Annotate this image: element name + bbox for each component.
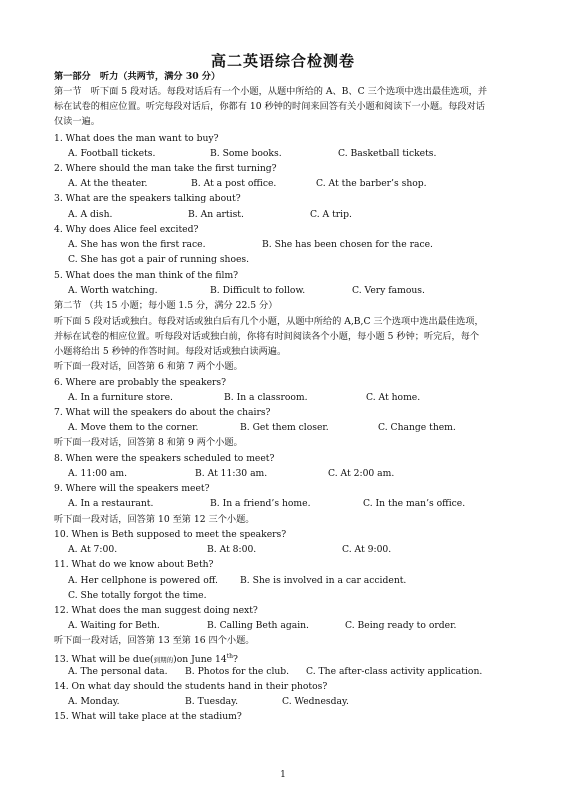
option-2a: A. At the theater. — [68, 178, 148, 189]
option-1b: B. Some books. — [210, 148, 282, 159]
option-2b: B. At a post office. — [191, 178, 277, 189]
option-10c: C. At 9:00. — [342, 544, 392, 555]
option-11a: A. Her cellphone is powered off. — [68, 575, 218, 586]
question-11: 11. What do we know about Beth? — [54, 559, 214, 570]
option-4b: B. She has been chosen for the race. — [262, 239, 433, 250]
section1-instructions-line: 标在试卷的相应位置。听完每段对话后，你都有 10 秒钟的时间来回答有关小题和阅读下一小题。每段对话 — [54, 101, 485, 112]
question-8: 8. When were the speakers scheduled to meet? — [54, 453, 275, 464]
option-7a: A. Move them to the corner. — [68, 422, 199, 433]
option-4c: C. She has got a pair of running shoes. — [68, 254, 250, 265]
option-3b: B. An artist. — [188, 209, 244, 220]
section2-instructions-line: 并标在试卷的相应位置。听每段对话或独白前，你将有时间阅读各个小题，每小题 5 秒钟；听完后，每个 — [54, 331, 480, 342]
option-5c: C. Very famous. — [352, 285, 425, 296]
question-5: 5. What does the man think of the film? — [54, 270, 239, 281]
option-7b: B. Get them closer. — [240, 422, 329, 433]
option-9a: A. In a restaurant. — [68, 498, 154, 509]
question-13 — [54, 651, 238, 666]
group-intro: 听下面一段对话，回答第 13 至第 16 四个小题。 — [54, 635, 255, 646]
option-2c: C. At the barber’s shop. — [316, 178, 427, 189]
question-12: 12. What does the man suggest doing next? — [54, 605, 258, 616]
option-13c: C. The after-class activity application. — [306, 666, 483, 677]
question-14: 14. On what day should the students hand in their photos? — [54, 681, 328, 692]
option-12a: A. Waiting for Beth. — [68, 620, 160, 631]
option-7c: C. Change them. — [378, 422, 456, 433]
option-11b: B. She is involved in a car accident. — [240, 575, 407, 586]
option-10b: B. At 8:00. — [207, 544, 257, 555]
option-13b: B. Photos for the club. — [185, 666, 290, 677]
section2-heading: 第二节 （共 15 小题；每小题 1.5 分，满分 22.5 分） — [54, 300, 278, 311]
option-14c: C. Wednesday. — [282, 696, 349, 707]
option-1c: C. Basketball tickets. — [338, 148, 437, 159]
question-10: 10. When is Beth supposed to meet the speakers? — [54, 529, 287, 540]
option-9c: C. In the man’s office. — [363, 498, 466, 509]
group-intro: 听下面一段对话，回答第 6 和第 7 两个小题。 — [54, 361, 243, 372]
option-4a: A. She has won the first race. — [68, 239, 206, 250]
question-13-superscript: th — [226, 653, 233, 660]
option-6a: A. In a furniture store. — [68, 392, 173, 403]
option-6c: C. At home. — [366, 392, 421, 403]
option-8a: A. 11:00 am. — [68, 468, 127, 479]
part1-heading: 第一部分 听力（共两节，满分 30 分） — [54, 71, 221, 82]
option-3a: A. A dish. — [68, 209, 113, 220]
group-intro: 听下面一段对话，回答第 10 至第 12 三个小题。 — [54, 514, 255, 525]
option-13a: A. The personal data. — [68, 666, 168, 677]
question-13-text: 13. What will be due( — [54, 654, 154, 666]
section2-instructions-line: 小题将给出 5 秒钟的作答时间。每段对话或独白读两遍。 — [54, 346, 287, 357]
question-7: 7. What will the speakers do about the chairs? — [54, 407, 271, 418]
page-number: 1 — [280, 770, 286, 780]
question-13-text-end: ? — [232, 654, 238, 666]
question-13-gloss: 到期的 — [153, 656, 174, 665]
option-9b: B. In a friend’s home. — [210, 498, 311, 509]
page-title: 高二英语综合检测卷 — [210, 52, 355, 70]
option-6b: B. In a classroom. — [224, 392, 308, 403]
section2-instructions-line: 听下面 5 段对话或独白。每段对话或独白后有几个小题，从题中所给的 A,B,C 三个选项中选出最佳选项， — [54, 316, 484, 327]
option-12c: C. Being ready to order. — [345, 620, 457, 631]
option-8c: C. At 2:00 am. — [328, 468, 395, 479]
question-13-text-mid: )on June 14 — [173, 654, 227, 666]
option-14b: B. Tuesday. — [185, 696, 239, 707]
question-1: 1. What does the man want to buy? — [54, 133, 219, 144]
option-5b: B. Difficult to follow. — [210, 285, 306, 296]
group-intro: 听下面一段对话，回答第 8 和第 9 两个小题。 — [54, 437, 243, 448]
option-10a: A. At 7:00. — [68, 544, 118, 555]
question-6: 6. Where are probably the speakers? — [54, 377, 227, 388]
option-1a: A. Football tickets. — [68, 148, 156, 159]
option-11c: C. She totally forgot the time. — [68, 590, 207, 601]
section1-instructions-line: 第一节 听下面 5 段对话。每段对话后有一个小题，从题中所给的 A、B、C 三个选项中选出最佳选项，并 — [54, 86, 488, 97]
option-3c: C. A trip. — [310, 209, 352, 220]
question-4: 4. Why does Alice feel excited? — [54, 224, 199, 235]
question-15: 15. What will take place at the stadium? — [54, 711, 242, 722]
question-9: 9. Where will the speakers meet? — [54, 483, 210, 494]
option-5a: A. Worth watching. — [68, 285, 158, 296]
question-2: 2. Where should the man take the first turning? — [54, 163, 277, 174]
question-3: 3. What are the speakers talking about? — [54, 193, 241, 204]
section1-instructions-line: 仅读一遍。 — [54, 116, 100, 127]
option-14a: A. Monday. — [68, 696, 120, 707]
option-12b: B. Calling Beth again. — [207, 620, 309, 631]
option-8b: B. At 11:30 am. — [195, 468, 268, 479]
